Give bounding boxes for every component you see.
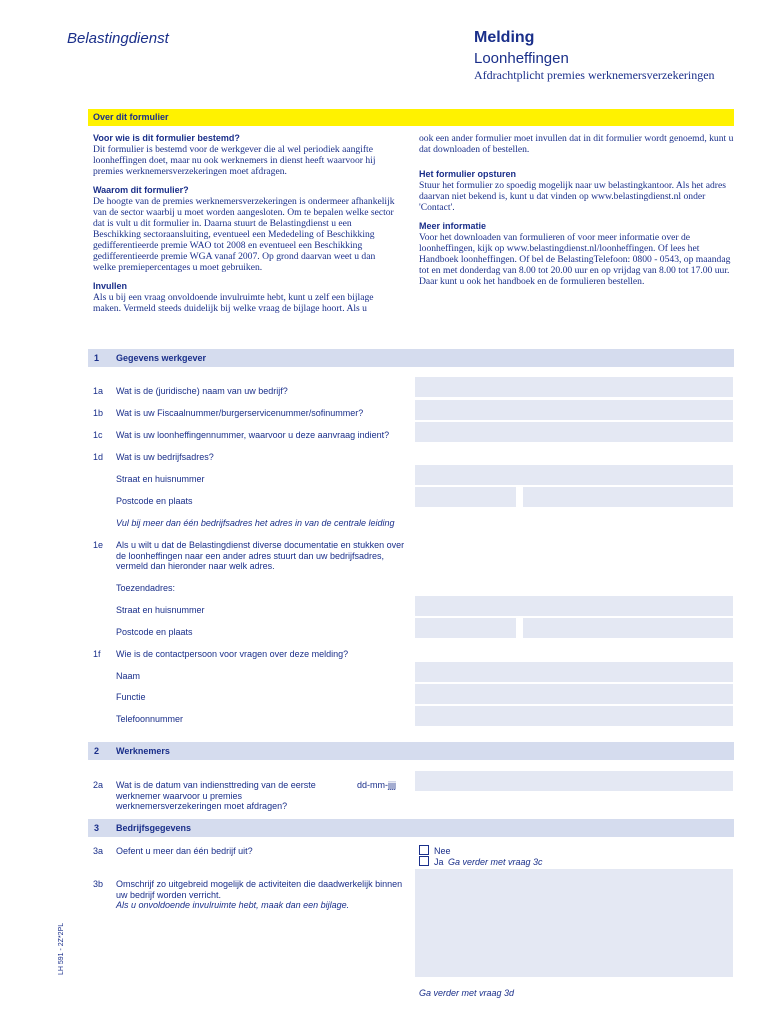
checkbox-nee[interactable] xyxy=(419,845,429,855)
section-1-bar xyxy=(88,349,734,367)
question-number: 3b xyxy=(93,879,104,889)
mailing-postcode-field[interactable] xyxy=(415,618,516,638)
brand-name: Belastingdienst xyxy=(67,30,169,47)
date-format-hint: dd-mm-jjjj xyxy=(357,780,396,790)
checkbox-ja[interactable] xyxy=(419,856,429,866)
section-number: 2 xyxy=(94,746,100,756)
about-text-send: Stuur het formulier zo spoedig mogelijk naar uw belastingkantoor. Als het adres daarvan niet bekend is, kunt u dat vinden op www.belastingdienst.nl onder 'Contact'. xyxy=(419,180,726,213)
question-number: 1a xyxy=(93,386,104,396)
section-title: Gegevens werkgever xyxy=(116,353,207,363)
street-label: Straat en huisnummer xyxy=(116,474,205,484)
question-label: Wat is uw bedrijfsadres? xyxy=(116,452,214,462)
goto-3d-note: Ga verder met vraag 3d xyxy=(419,988,515,998)
section-2-bar xyxy=(88,742,734,760)
question-label: Wat is uw Fiscaalnummer/burgerservicenummer/sofinummer? xyxy=(116,408,364,418)
about-text-info: Voor het downloaden van formulieren of voor meer informatie over de loonheffingen, kijk op www.belastingdienst.nl/loonheffingen. Of lees het Handboek loonheffingen. Of bel de BelastingTelefoon: 0800 - 0543, op maandag tot en met donderdag van 8.00 tot 20.00 uur en op vrijdag van 8.00 tot 17.00 uur. Daar kunt u ook het handboek en de formulieren bestellen. xyxy=(419,232,731,287)
about-heading-fill: Invullen xyxy=(93,281,128,291)
mailing-city-field[interactable] xyxy=(523,618,733,638)
contact-phone-label: Telefoonnummer xyxy=(116,714,184,724)
about-heading-who: Voor wie is dit formulier bestemd? xyxy=(93,133,240,143)
about-text-who: Dit formulier is bestemd voor de werkgever die al wel periodiek aangifte loonheffingen doet, maar nu ook werknemers in dienst heeft waarvoor hij premies werknemersverzekeringen moet afdragen. xyxy=(93,144,376,177)
postcode-label: Postcode en plaats xyxy=(116,496,193,506)
question-number: 1b xyxy=(93,408,104,418)
option-ja-label: Ja xyxy=(434,857,444,867)
question-number: 1e xyxy=(93,540,104,550)
question-label: Wie is de contactpersoon voor vragen over deze melding? xyxy=(116,649,349,659)
about-text-why: De hoogte van de premies werknemersverzekeringen is ondermeer afhankelijk van de sector waarbij u moet worden aangesloten. Om te bepalen welke sector dat is vult u dit formulier in. Daarna stuurt de Belastingdienst u een Beschikking sectoraansluiting, eventueel een Mededeling of Beschikking gedifferentieerde premie WAO tot 2008 en eventueel een Beschikking gedifferentieerde premie WGA vanaf 2007. Op grond daarvan weet u dan welke premiepercentages u moet gebruiken. xyxy=(93,196,395,273)
address-note: Vul bij meer dan één bedrijfsadres het adres in van de centrale leiding xyxy=(116,518,395,528)
contact-function-field[interactable] xyxy=(415,684,733,704)
fiscal-number-field[interactable] xyxy=(415,400,733,420)
company-city-field[interactable] xyxy=(523,487,733,507)
question-label: Oefent u meer dan één bedrijf uit? xyxy=(116,846,253,856)
question-number: 1d xyxy=(93,452,104,462)
activities-textarea[interactable] xyxy=(415,869,733,977)
mailing-address-label: Toezendadres: xyxy=(116,583,176,593)
question-label xyxy=(116,879,411,911)
contact-function-label: Functie xyxy=(116,692,146,702)
about-text-fill: Als u bij een vraag onvoldoende invulruimte hebt, kunt u zelf een bijlage maken. Vermeld steeds duidelijk bij welke vraag de bijlage hoort. Als u xyxy=(93,292,374,314)
form-subtitle: Loonheffingen xyxy=(474,50,569,67)
about-bar xyxy=(88,109,734,126)
payroll-tax-number-field[interactable] xyxy=(415,422,733,442)
contact-phone-field[interactable] xyxy=(415,706,733,726)
question-text: Omschrijf zo uitgebreid mogelijk de activiteiten die daadwerkelijk binnen uw bedrijf worden verricht. xyxy=(116,879,403,900)
about-heading-why: Waarom dit formulier? xyxy=(93,185,189,195)
question-label: Als u wilt u dat de Belastingdienst diverse documentatie en stukken over de loonheffingen naar een ander adres stuurt dan uw bedrijfsadres, vermeld dan hieronder naar welk adres. xyxy=(116,540,405,571)
about-bar-label: Over dit formulier xyxy=(93,112,169,122)
company-postcode-field[interactable] xyxy=(415,487,516,507)
question-number: 2a xyxy=(93,780,104,790)
form-title: Melding xyxy=(474,29,535,46)
section-title: Bedrijfsgegevens xyxy=(116,823,192,833)
about-left-column xyxy=(93,133,398,322)
option-nee-label: Nee xyxy=(434,846,451,856)
question-number: 1f xyxy=(93,649,101,659)
option-ja-note: Ga verder met vraag 3c xyxy=(448,857,543,867)
about-heading-send: Het formulier opsturen xyxy=(419,169,517,179)
question-number: 3a xyxy=(93,846,104,856)
company-name-field[interactable] xyxy=(415,377,733,397)
section-title: Werknemers xyxy=(116,746,170,756)
about-text-continued: ook een ander formulier moet invullen dat in dit formulier wordt genoemd, kunt u dat downloaden of bestellen. xyxy=(419,133,734,155)
section-3-bar xyxy=(88,819,734,837)
contact-name-label: Naam xyxy=(116,671,141,681)
company-street-field[interactable] xyxy=(415,465,733,485)
form-code: LH 591 - 2Z*2PL xyxy=(58,922,65,975)
contact-name-field[interactable] xyxy=(415,662,733,682)
question-label: Wat is de datum van indiensttreding van de eerste werknemer waarvoor u premies werknemersverzekeringen moet afdragen? xyxy=(116,780,316,811)
question-label: Wat is uw loonheffingennummer, waarvoor u deze aanvraag indient? xyxy=(116,430,390,440)
street-label: Straat en huisnummer xyxy=(116,605,205,615)
question-label: Wat is de (juridische) naam van uw bedrijf? xyxy=(116,386,288,396)
mailing-street-field[interactable] xyxy=(415,596,733,616)
about-heading-info: Meer informatie xyxy=(419,221,487,231)
section-number: 3 xyxy=(94,823,100,833)
form-subtitle-2: Afdrachtplicht premies werknemersverzekeringen xyxy=(474,68,715,82)
start-date-field[interactable] xyxy=(415,771,733,791)
question-number: 1c xyxy=(93,430,103,440)
postcode-label: Postcode en plaats xyxy=(116,627,193,637)
section-number: 1 xyxy=(94,353,100,363)
question-note: Als u onvoldoende invulruimte hebt, maak dan een bijlage. xyxy=(116,900,350,910)
about-right-column xyxy=(419,133,734,295)
